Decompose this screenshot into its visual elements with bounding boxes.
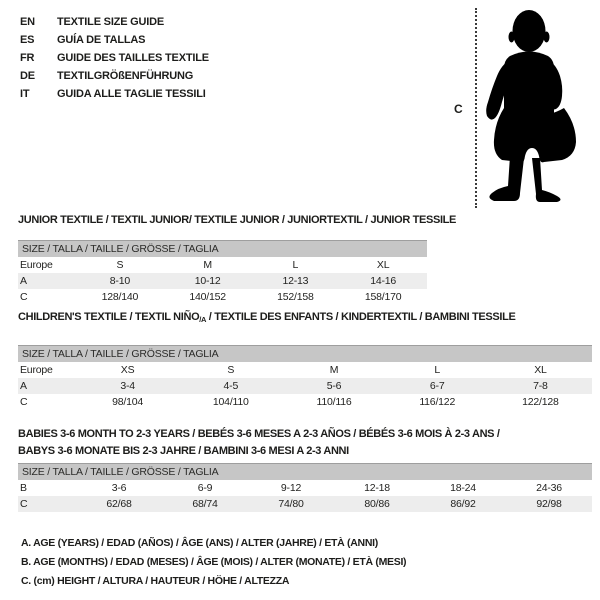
table-cell: L (292, 259, 299, 271)
table-cell: 6-9 (197, 482, 213, 494)
table-cell: 122/128 (522, 396, 559, 408)
language-row (20, 13, 209, 31)
section-junior-textile (18, 214, 457, 305)
row-label: B (20, 482, 27, 494)
table-cell: 8-10 (109, 275, 130, 287)
language-row (20, 67, 209, 85)
language-row (20, 49, 209, 67)
table-cell: M (329, 364, 339, 376)
table-cell: 116/122 (419, 396, 456, 408)
table-cell: 140/152 (189, 291, 226, 303)
baby-silhouette-figure (440, 0, 600, 215)
language-label: GUIDA ALLE TAGLIE TESSILI (57, 88, 206, 100)
table-cell: 152/158 (277, 291, 314, 303)
section-babies-textile (18, 426, 592, 512)
section-title-line: BABIES 3-6 MONTH TO 2-3 YEARS / BEBÉS 3-6 MESES A 2-3 AÑOS / BÉBÉS 3-6 MOIS À 2-3 ANS / (18, 428, 500, 440)
language-label: TEXTILGRÖßENFÜHRUNG (57, 70, 194, 82)
table-cell: 5-6 (326, 380, 342, 392)
table-row (18, 496, 592, 512)
legend-line: A. AGE (YEARS) / EDAD (AÑOS) / ÂGE (ANS) / ALTER (JAHRE) / ETÀ (ANNI) (21, 537, 378, 549)
section-childrens-textile (18, 311, 592, 410)
table-cell: 104/110 (212, 396, 249, 408)
language-label: TEXTILE SIZE GUIDE (57, 16, 165, 28)
height-dashed-line (475, 8, 477, 208)
row-label: A (20, 380, 27, 392)
table-cell: 86/92 (450, 498, 476, 510)
table-cell: 98/104 (112, 396, 144, 408)
table-cell: 14-16 (370, 275, 397, 287)
size-table-header: SIZE / TALLA / TAILLE / GRÖSSE / TAGLIA (18, 345, 592, 362)
table-cell: L (434, 364, 441, 376)
language-list (20, 13, 209, 103)
language-code: IT (20, 88, 30, 100)
size-table (18, 362, 592, 410)
table-cell: 4-5 (223, 380, 239, 392)
table-row (18, 289, 427, 305)
table-cell: 80/86 (364, 498, 390, 510)
table-cell: 24-36 (536, 482, 562, 494)
table-cell: 128/140 (101, 291, 139, 303)
row-label: C (20, 396, 28, 408)
size-table (18, 257, 427, 305)
table-row (18, 273, 427, 289)
size-table-header: SIZE / TALLA / TAILLE / GRÖSSE / TAGLIA (18, 240, 427, 257)
baby-silhouette-icon (480, 4, 580, 206)
row-label: Europe (20, 259, 53, 271)
table-cell: 10-12 (194, 275, 221, 287)
table-cell: XL (376, 259, 390, 271)
table-cell: S (227, 364, 235, 376)
size-table-header: SIZE / TALLA / TAILLE / GRÖSSE / TAGLIA (18, 463, 592, 480)
table-row (18, 362, 592, 378)
language-code: DE (20, 70, 35, 82)
language-row (20, 85, 209, 103)
language-code: FR (20, 52, 35, 64)
table-cell: XL (534, 364, 547, 376)
height-c-label: C (454, 102, 463, 116)
legend-line: B. AGE (MONTHS) / EDAD (MESES) / ÂGE (MOIS) / ALTER (MONATE) / ETÀ (MESI) (21, 556, 407, 568)
table-cell: 9-12 (280, 482, 302, 494)
table-row (18, 378, 592, 394)
section-title-line: BABYS 3-6 MONATE BIS 2-3 JAHRE / BAMBINI 3-6 MESI A 2-3 ANNI (18, 445, 349, 457)
table-cell: M (203, 259, 212, 271)
row-label: A (20, 275, 27, 287)
table-cell: 7-8 (533, 380, 548, 392)
table-cell: 110/116 (316, 396, 352, 408)
language-row (20, 31, 209, 49)
row-label: Europe (20, 364, 53, 376)
language-label: GUÍA DE TALLAS (57, 34, 146, 46)
section-title: JUNIOR TEXTILE / TEXTIL JUNIOR/ TEXTILE JUNIOR / JUNIORTEXTIL / JUNIOR TESSILE (18, 214, 457, 226)
table-cell: 158/170 (364, 291, 402, 303)
table-cell: XS (120, 364, 135, 376)
table-cell: 18-24 (450, 482, 476, 494)
language-code: ES (20, 34, 35, 46)
section-title (18, 426, 592, 460)
row-label: C (20, 498, 28, 510)
table-row (18, 480, 592, 496)
table-cell: 62/68 (106, 498, 132, 510)
section-title: CHILDREN'S TEXTILE / TEXTIL $NIÑO_{/A}$ / TEXTILE DES ENFANTS / KINDERTEXTIL / BAMBINI TESSILE (18, 311, 516, 324)
language-code: EN (20, 16, 35, 28)
table-cell: 6-7 (429, 380, 445, 392)
table-cell: 12-18 (364, 482, 390, 494)
row-label: C (20, 291, 28, 303)
table-cell: 3-4 (120, 380, 135, 392)
size-table (18, 480, 592, 512)
table-cell: 74/80 (278, 498, 304, 510)
legend-line: C. (cm) HEIGHT / ALTURA / HAUTEUR / HÖHE / ALTEZZA (21, 575, 290, 587)
table-cell: S (116, 259, 124, 271)
table-cell: 3-6 (111, 482, 127, 494)
table-cell: 12-13 (282, 275, 309, 287)
table-cell: 68/74 (192, 498, 218, 510)
legend (21, 534, 406, 591)
language-label: GUIDE DES TAILLES TEXTILE (57, 52, 209, 64)
table-row (18, 257, 427, 273)
table-cell: 92/98 (536, 498, 562, 510)
table-row (18, 394, 592, 410)
